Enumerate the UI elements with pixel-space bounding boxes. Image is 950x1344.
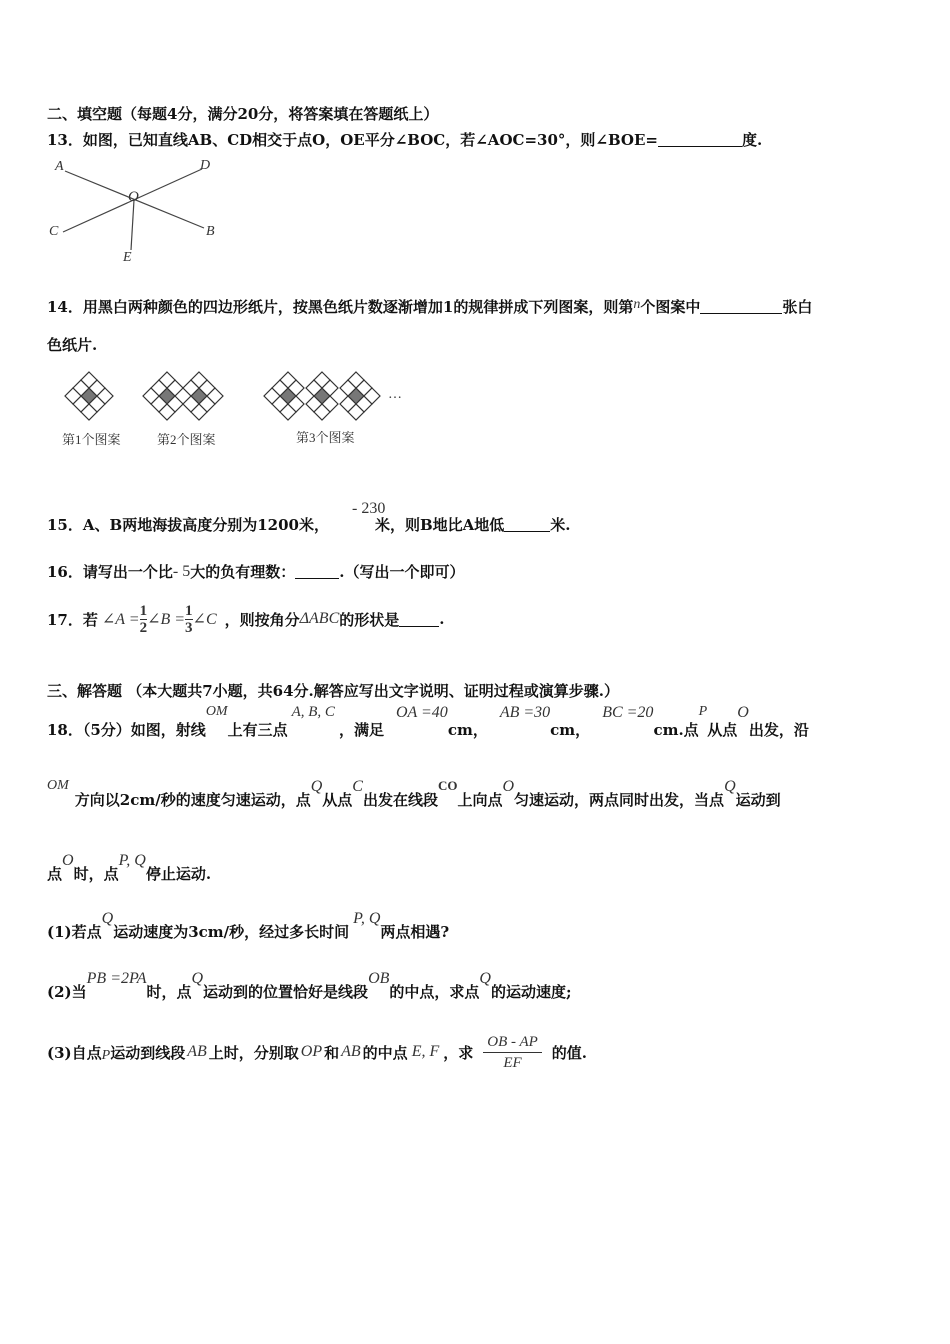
caption-pattern-1: 第1个图案 xyxy=(62,432,121,447)
label-B: B xyxy=(206,224,215,239)
math-ABC: A, B, C xyxy=(291,704,335,720)
q18-text: 时，点 xyxy=(146,983,192,1001)
answer-blank xyxy=(504,517,550,532)
q18-text: 时，点 xyxy=(73,865,119,883)
question-18-line3 xyxy=(47,852,211,884)
math-Q: Q xyxy=(191,970,204,987)
question-16-text-b: 大的负有理数： xyxy=(190,563,296,581)
label-D: D xyxy=(200,158,211,173)
math-Q: Q xyxy=(310,778,323,795)
math-AB: AB =30 xyxy=(499,704,551,721)
question-13-tail: 度. xyxy=(741,131,763,149)
q18-text: 上时，分别取 xyxy=(208,1043,299,1062)
math-PQ: P, Q xyxy=(118,852,146,869)
q18-text: 和 xyxy=(324,1043,340,1062)
answer-blank xyxy=(658,132,742,147)
q18-text: 出发在线段 xyxy=(362,791,438,809)
q18-text: cm， xyxy=(550,721,591,739)
q18-text: 从点 xyxy=(707,721,738,739)
ray-OE xyxy=(131,200,134,250)
angle-a: ∠A = xyxy=(101,611,140,628)
math-O: O xyxy=(502,778,515,795)
fraction-ob-ap-over-ef: $\frac{OB - AP}{EF}$ xyxy=(483,1034,542,1071)
question-14-text-c: 张白 xyxy=(782,298,813,316)
math-O: O xyxy=(737,704,749,721)
var-n: n xyxy=(633,297,641,312)
math-PQ: P, Q xyxy=(353,910,381,927)
math-OM: OM xyxy=(47,778,69,793)
q18-text: 从点 xyxy=(322,791,353,809)
math-AB: AB xyxy=(341,1043,361,1060)
pattern-figures xyxy=(50,362,430,457)
answer-blank xyxy=(295,564,339,579)
q18-text: 方向以2cm/秒的速度匀速运动，点 xyxy=(74,791,311,809)
question-13-text: 13．如图，已知直线AB、CD相交于点O，OE平分∠BOC，若∠AOC=30°，则∠BOE= xyxy=(47,131,658,149)
caption-pattern-3: 第3个图案 xyxy=(296,430,355,445)
math-OA: OA =40 xyxy=(395,704,448,721)
question-17-tail: . xyxy=(439,610,445,628)
math-OM: OM xyxy=(205,704,228,719)
math-P: P xyxy=(101,1048,111,1063)
question-18-line2 xyxy=(47,778,781,810)
triangle-abc: ΔABC xyxy=(299,610,340,627)
altitude-value: - 230 xyxy=(352,500,386,517)
question-15 xyxy=(47,514,571,535)
question-16-tail: .（写出一个即可） xyxy=(339,563,465,581)
angle-c: ∠C xyxy=(192,611,217,628)
q18-text: cm， xyxy=(447,721,488,739)
math-PB-2PA: PB =2PA xyxy=(86,970,147,987)
section-heading-fill-blank: 二、填空题（每题4分，满分20分，将答案填在答题纸上） xyxy=(47,105,439,123)
q18-text: 的中点，求点 xyxy=(389,983,480,1001)
label-A: A xyxy=(55,159,64,174)
q18-text: (2)当 xyxy=(47,983,87,1001)
q18-text: 两点相遇? xyxy=(380,923,450,941)
q18-text: 运动速度为3cm/秒，经过多长时间 xyxy=(113,923,350,941)
question-18-line1 xyxy=(47,704,809,740)
q18-text: 停止运动. xyxy=(145,865,212,883)
math-OP: OP xyxy=(300,1043,323,1060)
math-Q: Q xyxy=(101,910,114,927)
question-17-label: 17．若 xyxy=(47,610,98,629)
question-13 xyxy=(47,129,762,150)
pattern-ellipsis: … xyxy=(388,387,402,402)
math-Q: Q xyxy=(479,970,491,987)
answer-blank xyxy=(700,299,782,314)
pattern-3 xyxy=(264,372,380,420)
math-EF: E, F xyxy=(411,1043,440,1060)
question-17-text-b: ，则按角分 xyxy=(224,610,300,629)
question-14-text-a: 14．用黑白两种颜色的四边形纸片，按黑色纸片数逐渐增加1的规律拼成下列图案，则第 xyxy=(47,298,634,316)
question-17-text-c: 的形状是 xyxy=(339,610,400,629)
q18-text: 的值. xyxy=(551,1043,588,1062)
question-16-text-a: 16．请写出一个比 xyxy=(47,563,173,581)
question-18-part3 xyxy=(47,1028,587,1076)
q18-text: 运动到 xyxy=(735,791,781,809)
q18-text: 运动到线段 xyxy=(110,1043,186,1062)
q18-text: 点 xyxy=(47,865,63,883)
label-O: O xyxy=(128,189,139,205)
pattern-1 xyxy=(65,372,113,420)
question-18-part2 xyxy=(47,970,572,1002)
math-Q: Q xyxy=(724,778,736,795)
question-15-text-b: 米，则B地比A地低 xyxy=(374,516,505,534)
question-18-part1 xyxy=(47,910,449,942)
math-C: C xyxy=(352,778,363,795)
math-CO: CO xyxy=(437,778,458,793)
q18-text: 出发，沿 xyxy=(748,721,809,739)
caption-pattern-2: 第2个图案 xyxy=(157,432,216,447)
q18-text: 上向点 xyxy=(457,791,503,809)
q18-text: 运动到的位置恰好是线段 xyxy=(203,983,369,1001)
question-14-text-b: 个图案中 xyxy=(640,298,701,316)
question-14-line1 xyxy=(47,296,812,317)
q18-text: 上有三点 xyxy=(227,721,288,739)
intersecting-lines-figure xyxy=(40,155,230,270)
section-heading-solutions: 三、解答题 （本大题共7小题，共64分.解答应写出文字说明、证明过程或演算步骤.） xyxy=(47,682,619,700)
q18-text: (3)自点 xyxy=(47,1043,102,1062)
angle-b: ∠B = xyxy=(147,611,186,628)
question-14-line2: 色纸片. xyxy=(47,336,98,354)
question-15-text-a: 15．A、B两地海拔高度分别为1200米， xyxy=(47,516,329,534)
q18-text: ，求 xyxy=(443,1043,474,1062)
question-17 xyxy=(47,596,445,642)
value-minus-5: - 5 xyxy=(172,563,191,580)
q18-text: ，满足 xyxy=(338,721,384,739)
q18-text: (1)若点 xyxy=(47,923,102,941)
math-O: O xyxy=(62,852,74,869)
question-16 xyxy=(47,561,464,582)
question-15-tail: 米. xyxy=(550,516,571,534)
q18-text: 的中点 xyxy=(362,1043,408,1062)
label-E: E xyxy=(123,250,132,265)
q18-text: cm.点 xyxy=(653,721,699,739)
math-P: P xyxy=(698,704,708,719)
q18-text: 18．（5分）如图，射线 xyxy=(47,721,206,739)
answer-blank xyxy=(399,612,439,627)
math-BC: BC =20 xyxy=(602,704,654,721)
label-C: C xyxy=(49,224,59,239)
fraction-one-third: $\frac{1}{3}$ xyxy=(185,602,193,636)
q18-text: 的运动速度; xyxy=(490,983,572,1001)
math-OB: OB xyxy=(368,970,390,987)
math-AB: AB xyxy=(187,1043,207,1060)
fraction-one-half: $\frac{1}{2}$ xyxy=(139,602,148,636)
q18-text: 匀速运动，两点同时出发，当点 xyxy=(514,791,725,809)
pattern-2 xyxy=(143,372,223,420)
